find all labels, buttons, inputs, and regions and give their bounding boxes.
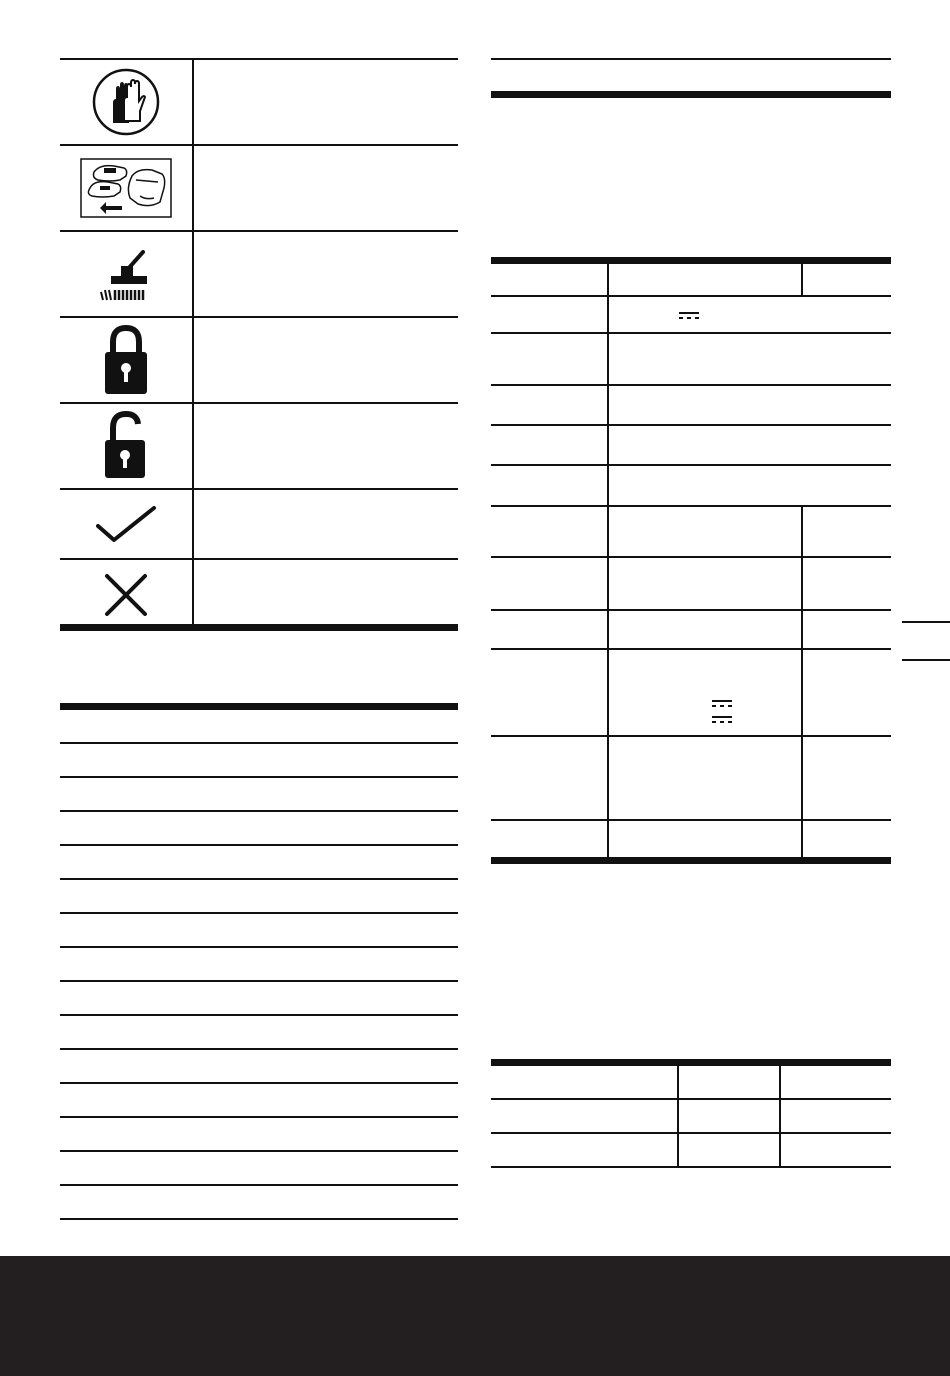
part-number bbox=[60, 744, 102, 776]
part-number bbox=[60, 1050, 102, 1082]
cross-icon bbox=[101, 570, 151, 620]
gloves-icon bbox=[91, 67, 161, 137]
table-cell bbox=[491, 1066, 679, 1098]
part-name bbox=[102, 1186, 458, 1218]
section-heading-bar bbox=[491, 91, 891, 98]
part-number bbox=[60, 710, 102, 742]
table-cell bbox=[491, 611, 609, 648]
part-name bbox=[102, 846, 458, 878]
symbol-row bbox=[60, 316, 458, 402]
part-number bbox=[60, 1186, 102, 1218]
table-cell bbox=[783, 1100, 891, 1132]
table-cell bbox=[491, 507, 609, 556]
table-row bbox=[491, 466, 891, 507]
list-item bbox=[60, 880, 458, 914]
symbol-row bbox=[60, 230, 458, 316]
part-number bbox=[60, 1118, 102, 1150]
part-name bbox=[102, 812, 458, 844]
table-bottom-rule bbox=[60, 624, 458, 631]
table-header-rule bbox=[491, 257, 891, 264]
table-row bbox=[491, 386, 891, 426]
list-item bbox=[60, 778, 458, 812]
part-number bbox=[60, 948, 102, 980]
part-number bbox=[60, 846, 102, 878]
symbol-description bbox=[196, 560, 458, 630]
list-item bbox=[60, 914, 458, 948]
side-tab-rule bbox=[902, 659, 950, 661]
table-row bbox=[491, 737, 891, 821]
part-name bbox=[102, 880, 458, 912]
table-cell bbox=[801, 821, 891, 857]
table-header-rule bbox=[491, 1059, 891, 1066]
symbol-icon-cell bbox=[60, 404, 194, 488]
table-cell bbox=[491, 426, 609, 464]
list-item bbox=[60, 1152, 458, 1186]
table-row bbox=[491, 334, 891, 386]
table-cell bbox=[783, 1134, 891, 1166]
symbol-row bbox=[60, 402, 458, 488]
table-cell bbox=[611, 297, 891, 332]
dc-symbol-icon bbox=[712, 700, 732, 709]
part-number bbox=[60, 982, 102, 1014]
symbol-icon-cell bbox=[60, 232, 194, 316]
list-item bbox=[60, 1016, 458, 1050]
part-number bbox=[60, 1152, 102, 1184]
part-number bbox=[60, 1084, 102, 1116]
part-number bbox=[60, 812, 102, 844]
part-name bbox=[102, 1118, 458, 1150]
lock-open-icon bbox=[101, 410, 151, 482]
symbol-row bbox=[60, 558, 458, 630]
list-item bbox=[60, 744, 458, 778]
table-cell bbox=[491, 650, 609, 735]
symbol-description bbox=[196, 60, 458, 144]
table-cell bbox=[491, 297, 609, 332]
table-cell bbox=[801, 611, 891, 648]
symbol-icon-cell bbox=[60, 318, 194, 402]
brush-cutting-icon bbox=[91, 244, 161, 304]
symbol-row bbox=[60, 488, 458, 558]
side-tab-rule bbox=[902, 621, 950, 623]
table-cell bbox=[491, 1134, 679, 1166]
table-cell bbox=[611, 264, 801, 295]
table-row bbox=[491, 264, 891, 297]
part-name bbox=[102, 1016, 458, 1048]
table-cell bbox=[611, 558, 801, 609]
table-cell bbox=[491, 466, 609, 505]
table-row bbox=[491, 1100, 891, 1134]
table-row bbox=[491, 611, 891, 650]
part-number bbox=[60, 880, 102, 912]
table-cell bbox=[801, 650, 891, 735]
symbol-icon-cell bbox=[60, 60, 194, 144]
battery-charger-icon bbox=[80, 158, 172, 218]
table-cell bbox=[611, 334, 891, 384]
symbol-description bbox=[196, 490, 458, 558]
table-row bbox=[491, 1066, 891, 1100]
part-name bbox=[102, 1084, 458, 1116]
table-row bbox=[491, 1134, 891, 1168]
symbol-description bbox=[196, 318, 458, 402]
table-cell bbox=[783, 1066, 891, 1098]
lock-closed-icon bbox=[101, 324, 151, 396]
list-item bbox=[60, 710, 458, 744]
part-number bbox=[60, 914, 102, 946]
list-item bbox=[60, 1186, 458, 1220]
part-name bbox=[102, 710, 458, 742]
list-item bbox=[60, 846, 458, 880]
table-cell bbox=[491, 1100, 679, 1132]
table-cell bbox=[491, 386, 609, 424]
list-item bbox=[60, 1118, 458, 1152]
symbol-row bbox=[60, 144, 458, 230]
table-cell bbox=[801, 737, 891, 819]
symbol-description bbox=[196, 146, 458, 230]
check-icon bbox=[94, 504, 158, 544]
part-number bbox=[60, 1016, 102, 1048]
dc-symbol-icon bbox=[679, 312, 699, 321]
table-cell bbox=[611, 737, 801, 819]
list-item bbox=[60, 1084, 458, 1118]
list-item bbox=[60, 812, 458, 846]
table-row bbox=[491, 650, 891, 737]
symbol-row bbox=[60, 58, 458, 144]
table-row bbox=[491, 821, 891, 857]
parts-list-header-rule bbox=[60, 703, 458, 710]
table-cell bbox=[681, 1100, 781, 1132]
table-cell bbox=[491, 737, 609, 819]
symbol-icon-cell bbox=[60, 146, 194, 230]
symbol-icon-cell bbox=[60, 560, 194, 630]
table-row bbox=[491, 507, 891, 558]
table-cell bbox=[611, 650, 801, 735]
dc-symbol-icon bbox=[712, 716, 732, 725]
table-row bbox=[491, 297, 891, 334]
table-cell bbox=[491, 334, 609, 384]
part-name bbox=[102, 744, 458, 776]
footer-band bbox=[0, 1256, 950, 1376]
table-cell bbox=[611, 507, 801, 556]
table-cell bbox=[611, 466, 891, 505]
table-bottom-rule bbox=[491, 857, 891, 864]
table-cell bbox=[491, 558, 609, 609]
symbol-table bbox=[60, 58, 458, 632]
part-name bbox=[102, 982, 458, 1014]
table-cell bbox=[681, 1066, 781, 1098]
part-name bbox=[102, 778, 458, 810]
table-cell bbox=[681, 1134, 781, 1166]
list-item bbox=[60, 982, 458, 1016]
table-cell bbox=[611, 386, 891, 424]
part-name bbox=[102, 914, 458, 946]
table-cell bbox=[801, 264, 891, 295]
list-item bbox=[60, 1050, 458, 1084]
table-cell bbox=[801, 558, 891, 609]
table-cell bbox=[801, 507, 891, 556]
list-item bbox=[60, 948, 458, 982]
table-cell bbox=[491, 821, 609, 857]
symbol-description bbox=[196, 232, 458, 316]
table-cell bbox=[491, 264, 609, 295]
part-name bbox=[102, 948, 458, 980]
part-name bbox=[102, 1152, 458, 1184]
table-cell bbox=[611, 821, 801, 857]
table-cell bbox=[611, 426, 891, 464]
symbol-icon-cell bbox=[60, 490, 194, 558]
table-row bbox=[491, 558, 891, 611]
part-name bbox=[102, 1050, 458, 1082]
table-row bbox=[491, 426, 891, 466]
symbol-description bbox=[196, 404, 458, 488]
section-top-rule bbox=[491, 58, 891, 60]
part-number bbox=[60, 778, 102, 810]
table-cell bbox=[611, 611, 801, 648]
